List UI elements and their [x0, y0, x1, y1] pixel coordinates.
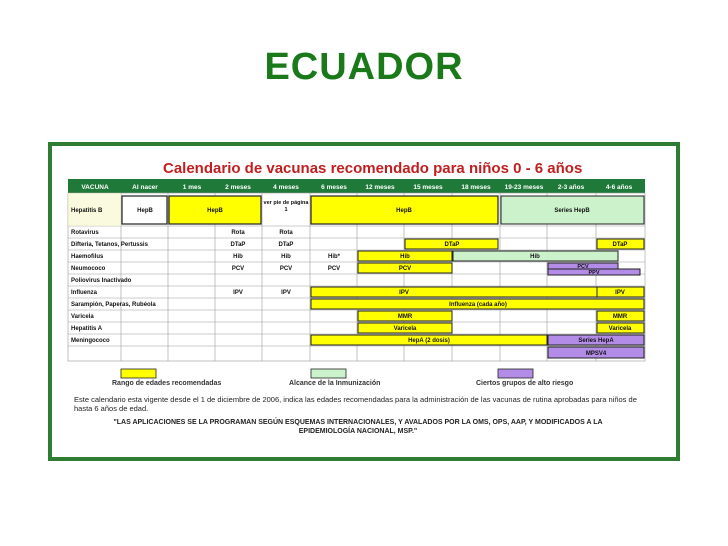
- cell-hepb-birth: HepB: [137, 208, 153, 214]
- legend-label-recommended: Rango de edades recomendadas: [112, 380, 222, 387]
- cell-dtap-2: DTaP: [230, 242, 246, 248]
- cell-mpsv4: MPSV4: [585, 351, 607, 357]
- cell-mmr-12: MMR: [397, 314, 413, 320]
- legend-swatch-recommended: [121, 369, 156, 378]
- header-19-23-meses: 19-23 meses: [504, 184, 544, 191]
- bar-ipv-6-18: [311, 287, 597, 297]
- row-name-haemofilus: Haemofilus: [71, 254, 104, 260]
- header-15-meses: 15 meses: [413, 184, 443, 191]
- cell-ipv-2: IPV: [233, 290, 243, 296]
- header-4-meses: 4 meses: [273, 184, 299, 191]
- cell-rota-4: Rota: [279, 230, 293, 236]
- schedule-note: Este calendario esta vigente desde el 1 de diciembre de 2006, indica las edades recomendadas para la administración de las vacunas de rutina aprobadas para niños de hasta 6 años de edad.: [74, 395, 637, 413]
- cell-ipv-6-18: IPV: [399, 290, 409, 296]
- row-name-rotavirus: Rotavirus: [71, 230, 99, 236]
- row-name-polio: Poliovirus Inactivado: [71, 278, 132, 284]
- page-title: ECUADOR: [264, 46, 464, 88]
- cell-ipv-4-6: IPV: [615, 290, 625, 296]
- schedule-title: Calendario de vacunas recomendado para niños 0 - 6 años: [163, 160, 583, 177]
- cell-varicela-4-6: Varicela: [608, 326, 632, 332]
- header-6-meses: 6 meses: [321, 184, 347, 191]
- cell-hepb-1-2: HepB: [207, 208, 223, 214]
- cell-influenza: Influenza (cada año): [449, 302, 507, 308]
- cell-hepb-footnote: ver pie de página 1: [263, 200, 309, 213]
- cell-pcv-12: PCV: [398, 266, 412, 272]
- cell-dtap-15: DTaP: [444, 242, 460, 248]
- header-18-meses: 18 meses: [461, 184, 491, 191]
- quote-line-2: EPIDEMIOLOGÍA NACIONAL, MSP.": [298, 428, 418, 435]
- cell-hib-12: Hib: [400, 254, 410, 260]
- legend-label-highrisk: Ciertos grupos de alto riesgo: [476, 380, 574, 387]
- header-4-6-anos: 4-6 años: [605, 184, 633, 191]
- cell-dtap-4-6: DTaP: [612, 242, 628, 248]
- row-name-neumococo: Neumococo: [71, 266, 106, 272]
- header-12-meses: 12 meses: [365, 184, 395, 191]
- header-2-meses: 2 meses: [225, 184, 251, 191]
- cell-pcv-risk: PCV: [577, 264, 589, 270]
- header-2-3-anos: 2-3 años: [557, 184, 585, 191]
- row-name-dtp: Difteria, Tetanos, Pertussis: [71, 242, 148, 248]
- cell-ppv-risk: PPV: [588, 270, 600, 276]
- row-name-influenza: Influenza: [71, 290, 98, 296]
- legend-label-catchup: Alcance de la Inmunización: [289, 380, 381, 387]
- row-name-varicela: Varicela: [71, 314, 94, 320]
- cell-hib-2: Hib: [233, 254, 243, 260]
- cell-ipv-4: IPV: [281, 290, 291, 296]
- schedule-quote: [98, 418, 618, 436]
- row-name-hepatitis-a: Hepatitis A: [71, 326, 103, 332]
- legend-swatch-highrisk: [498, 369, 533, 378]
- row-name-meningococo: Meningococo: [71, 338, 110, 344]
- header-1-mes: 1 mes: [182, 184, 202, 191]
- cell-pcv-6: PCV: [327, 266, 341, 272]
- row-name-srp: Sarampión, Paperas, Rubéola: [71, 302, 156, 308]
- cell-hepb-series: Series HepB: [554, 208, 590, 214]
- legend-swatch-catchup: [311, 369, 346, 378]
- cell-hib-4: Hib: [281, 254, 291, 260]
- quote-line-1: "LAS APLICACIONES SE LA PROGRAMAN SEGÚN ESQUEMAS INTERNACIONALES, Y AVALADOS POR LA OMS, OPS, AAP, Y MODIFICADOS A LA: [113, 419, 603, 426]
- cell-hepa-series: Series HepA: [578, 338, 614, 344]
- header-vacuna: VACUNA: [81, 184, 109, 191]
- cell-rota-2: Rota: [231, 230, 245, 236]
- cell-hib-catchup: Hib: [530, 254, 540, 260]
- cell-hib-6: Hib*: [328, 254, 340, 260]
- cell-pcv-4: PCV: [279, 266, 293, 272]
- cell-hepb-6-18: HepB: [396, 208, 412, 214]
- cell-dtap-4: DTaP: [278, 242, 294, 248]
- cell-hepa: HepA (2 dosis): [408, 338, 450, 344]
- header-al-nacer: Al nacer: [132, 184, 158, 191]
- cell-mmr-4-6: MMR: [612, 314, 628, 320]
- cell-pcv-2: PCV: [231, 266, 245, 272]
- row-name-hepatitis-b: Hepatitis B: [71, 208, 103, 214]
- cell-varicela-12: Varicela: [393, 326, 417, 332]
